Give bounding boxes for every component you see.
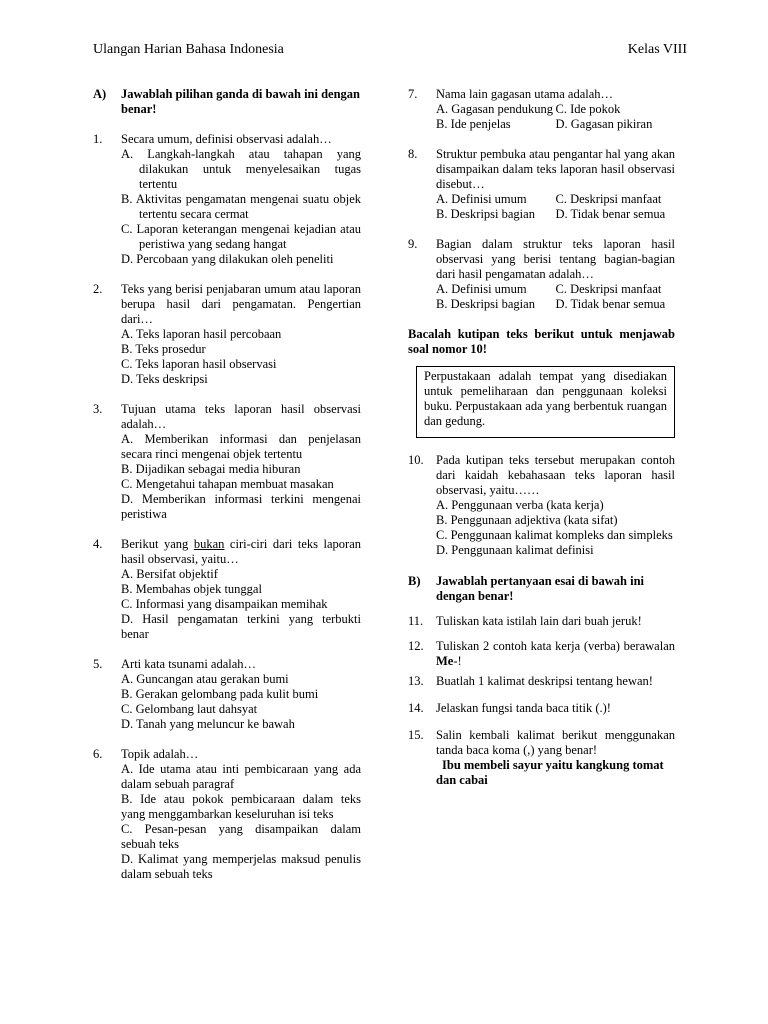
bold-prefix: Me: [436, 654, 454, 668]
options-grid: [436, 282, 675, 312]
option-b: B. Penggunaan adjektiva (kata sifat): [436, 513, 618, 527]
option-b: B. Teks prosedur: [121, 342, 206, 356]
underlined-word: bukan: [193, 537, 225, 551]
question-text-main: Tuliskan 2 contoh kata kerja (verba) berawalan: [436, 639, 675, 653]
question-text: Teks yang berisi penjabaran umum atau laporan berupa hasil dari pengamatan. Pengertian dari…: [121, 282, 361, 326]
option-c: C. Deskripsi manfaat: [555, 282, 662, 296]
question-15: [408, 728, 675, 788]
question-text: Topik adalah…: [121, 747, 199, 761]
question-text: Tujuan utama teks laporan hasil observasi adalah…: [121, 402, 361, 431]
question-number: 2.: [93, 282, 103, 296]
option-d: D. Tidak benar semua: [555, 207, 666, 221]
question-2: [93, 282, 361, 387]
question-9: [408, 237, 675, 312]
question-text-pre: Berikut yang: [121, 537, 194, 551]
question-14: [408, 701, 675, 716]
option-d: D. Memberikan informasi terkini mengenai peristiwa: [121, 492, 361, 521]
option-b: B. Membahas objek tunggal: [121, 582, 262, 596]
question-text: Nama lain gagasan utama adalah…: [436, 87, 614, 101]
option-c: C. Pesan-pesan yang disampaikan dalam sebuah teks: [121, 822, 361, 851]
question-5: [93, 657, 361, 732]
question-text: Bagian dalam struktur teks laporan hasil observasi yang berisi tentang bagian-bagian dari hasil pengamatan adalah…: [436, 237, 675, 281]
option-d: D. Percobaan yang dilakukan oleh peneliti: [121, 252, 334, 266]
question-text: Buatlah 1 kalimat deskripsi tentang hewan!: [436, 674, 653, 688]
option-d: D. Gagasan pikiran: [555, 117, 653, 131]
question-text: Struktur pembuka atau pengantar hal yang akan disampaikan dalam teks laporan hasil observasi disebut…: [436, 147, 675, 191]
question-1: [93, 132, 361, 267]
section-a-heading: [93, 87, 361, 117]
option-c: C. Deskripsi manfaat: [555, 192, 662, 206]
question-8: [408, 147, 675, 222]
option-b: B. Gerakan gelombang pada kulit bumi: [121, 687, 319, 701]
option-a: A. Bersifat objektif: [121, 567, 218, 581]
question-6: [93, 747, 361, 882]
option-b: B. Deskripsi bagian: [436, 207, 535, 221]
option-d: D. Kalimat yang memperjelas maksud penulis dalam sebuah teks: [121, 852, 361, 881]
option-a: A. Guncangan atau gerakan bumi: [121, 672, 289, 686]
option-a: A. Gagasan pendukung: [436, 102, 553, 116]
question-number: 8.: [408, 147, 418, 161]
question-text: Secara umum, definisi observasi adalah…: [121, 132, 332, 146]
question-text: Pada kutipan teks tersebut merupakan contoh dari kaidah kebahasaan teks laporan hasil observasi, yaitu……: [436, 453, 675, 497]
sentence-to-copy: Ibu membeli sayur yaitu kangkung tomat dan cabai: [436, 758, 664, 787]
option-b: B. Dijadikan sebagai media hiburan: [121, 462, 301, 476]
question-number: 14.: [408, 701, 424, 715]
question-number: 9.: [408, 237, 418, 251]
section-instruction: Jawablah pilihan ganda di bawah ini dengan benar!: [121, 87, 360, 116]
question-3: [93, 402, 361, 522]
option-d: D. Tidak benar semua: [555, 297, 666, 311]
left-column: [93, 87, 361, 882]
option-a: A. Teks laporan hasil percobaan: [121, 327, 282, 341]
option-c: C. Penggunaan kalimat kompleks dan simpleks: [436, 528, 673, 542]
section-letter: A): [93, 87, 107, 101]
right-column: [408, 87, 675, 788]
question-10: [408, 453, 675, 558]
question-13: [408, 674, 675, 689]
option-d: D. Penggunaan kalimat definisi: [436, 543, 594, 557]
exam-title: Ulangan Harian Bahasa Indonesia: [93, 42, 284, 57]
option-a: A. Definisi umum: [436, 282, 527, 296]
option-a: A. Definisi umum: [436, 192, 527, 206]
option-a: A. Memberikan informasi dan penjelasan secara rinci mengenai objek tertentu: [121, 432, 361, 461]
option-a: A. Penggunaan verba (kata kerja): [436, 498, 604, 512]
option-b: B. Aktivitas pengamatan mengenai suatu objek tertentu secara cermat: [121, 192, 361, 221]
question-number: 3.: [93, 402, 103, 416]
question-number: 15.: [408, 728, 424, 742]
option-c: C. Teks laporan hasil observasi: [121, 357, 277, 371]
option-b: B. Deskripsi bagian: [436, 297, 535, 311]
options-grid: [436, 102, 675, 132]
question-7: [408, 87, 675, 132]
question-number: 13.: [408, 674, 424, 688]
question-number: 1.: [93, 132, 103, 146]
option-b: B. Ide penjelas: [436, 117, 511, 131]
question-text: Tuliskan kata istilah lain dari buah jeruk!: [436, 614, 642, 628]
question-text-post: -!: [453, 654, 462, 668]
question-number: 10.: [408, 453, 424, 467]
section-b-heading: [408, 574, 675, 604]
section-letter: B): [408, 574, 421, 588]
option-a: A. Langkah-langkah atau tahapan yang dilakukan untuk menyelesaikan tugas tertentu: [121, 147, 361, 191]
reading-passage-box: Perpustakaan adalah tempat yang disediakan untuk pemeliharaan dan penggunaan koleksi buku. Perpustakaan ada yang berbentuk ruangan dan gedung.: [416, 366, 675, 438]
reading-instruction: Bacalah kutipan teks berikut untuk menjawab soal nomor 10!: [408, 327, 675, 356]
question-number: 4.: [93, 537, 103, 551]
question-number: 6.: [93, 747, 103, 761]
option-c: C. Laporan keterangan mengenai kejadian atau peristiwa yang sedang hangat: [121, 222, 361, 251]
question-text: [121, 537, 361, 567]
question-number: 5.: [93, 657, 103, 671]
option-c: C. Gelombang laut dahsyat: [121, 702, 258, 716]
option-d: D. Hasil pengamatan terkini yang terbukti benar: [121, 612, 361, 641]
question-text-post: ciri-ciri dari teks laporan hasil observasi, yaitu…: [121, 537, 362, 566]
question-12: [408, 639, 675, 669]
option-c: C. Informasi yang disampaikan memihak: [121, 597, 328, 611]
question-text: Arti kata tsunami adalah…: [121, 657, 257, 671]
question-text: Jelaskan fungsi tanda baca titik (.)!: [436, 701, 611, 715]
section-instruction: Jawablah pertanyaan esai di bawah ini dengan benar!: [436, 574, 645, 603]
question-11: [408, 614, 675, 629]
options-grid: [436, 192, 675, 222]
class-label: Kelas VIII: [627, 42, 687, 57]
option-a: A. Ide utama atau inti pembicaraan yang ada dalam sebuah paragraf: [121, 762, 361, 791]
question-number: 12.: [408, 639, 424, 653]
option-c: C. Ide pokok: [555, 102, 621, 116]
question-4: [93, 537, 361, 642]
option-c: C. Mengetahui tahapan membuat masakan: [121, 477, 334, 491]
question-text: Salin kembali kalimat berikut menggunakan tanda baca koma (,) yang benar!: [436, 728, 675, 757]
question-number: 7.: [408, 87, 418, 101]
option-d: D. Teks deskripsi: [121, 372, 208, 386]
option-b: B. Ide atau pokok pembicaraan dalam teks yang menggambarkan keseluruhan isi teks: [121, 792, 361, 821]
option-d: D. Tanah yang meluncur ke bawah: [121, 717, 295, 731]
question-text: [436, 639, 675, 669]
question-number: 11.: [408, 614, 424, 628]
